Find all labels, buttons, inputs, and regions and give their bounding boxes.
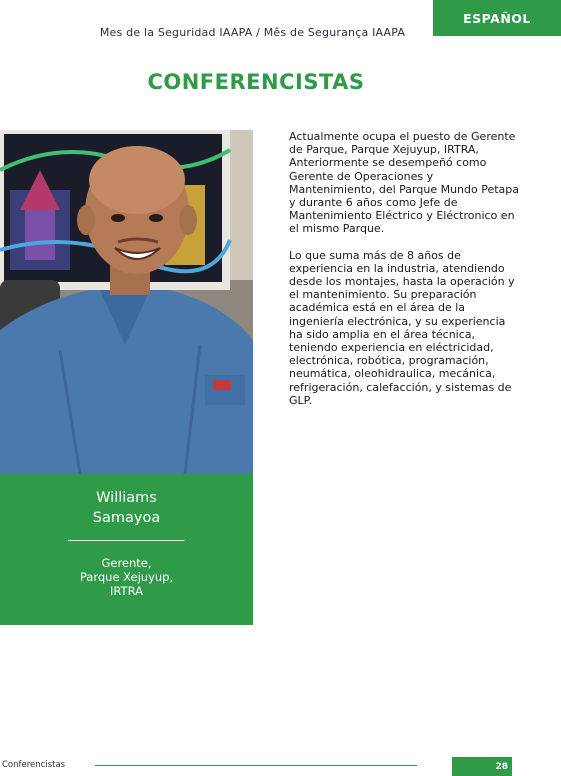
page-number: 28 xyxy=(452,757,512,776)
speaker-photo xyxy=(0,130,253,474)
name-divider xyxy=(68,540,185,541)
speaker-role xyxy=(0,556,253,598)
language-tab: ESPAÑOL xyxy=(433,0,561,36)
speaker-name xyxy=(0,488,253,528)
speaker-first-name: Williams xyxy=(96,490,157,506)
speaker-role-line-3: IRTRA xyxy=(110,584,143,598)
speaker-role-line-2: Parque Xejuyup, xyxy=(79,570,174,584)
footer-section-label: Conferencistas xyxy=(2,760,66,770)
bio-paragraph-1: Actualmente ocupa el puesto de Gerente de Parque, Parque Xejuyup, IRTRA, Anteriormente se desempeñó como Gerente de Operaciones y Mantenimiento, del Parque Mundo Petapa y durante 6 años como Jefe de Mantenimiento Eléctrico y Eléctronico en el mismo Parque. xyxy=(289,130,520,236)
page-title: CONFERENCISTAS xyxy=(147,70,365,94)
speaker-name-card xyxy=(0,474,253,625)
bio-paragraph-2: Lo que suma más de 8 años de experiencia en la industria, atendiendo desde los montajes, hasta la operación y el mantenimiento. Su preparación académica está en el área de la ingeniería electrónica, y su experiencia ha sido amplia en el área técnica, teniendo experiencia en eléctricidad, electrónica, robótica, programación, neumática, oleohidraulica, mecánica, refrigeración, calefacción, y sistemas de GLP. xyxy=(289,248,515,407)
speaker-role-line-1: Gerente, xyxy=(101,556,152,570)
publication-header-title: Mes de la Seguridad IAAPA / Mês de Segurança IAAPA xyxy=(99,26,406,39)
footer-divider xyxy=(95,765,417,766)
speaker-last-name: Samayoa xyxy=(92,510,161,526)
speaker-bio xyxy=(289,130,521,420)
